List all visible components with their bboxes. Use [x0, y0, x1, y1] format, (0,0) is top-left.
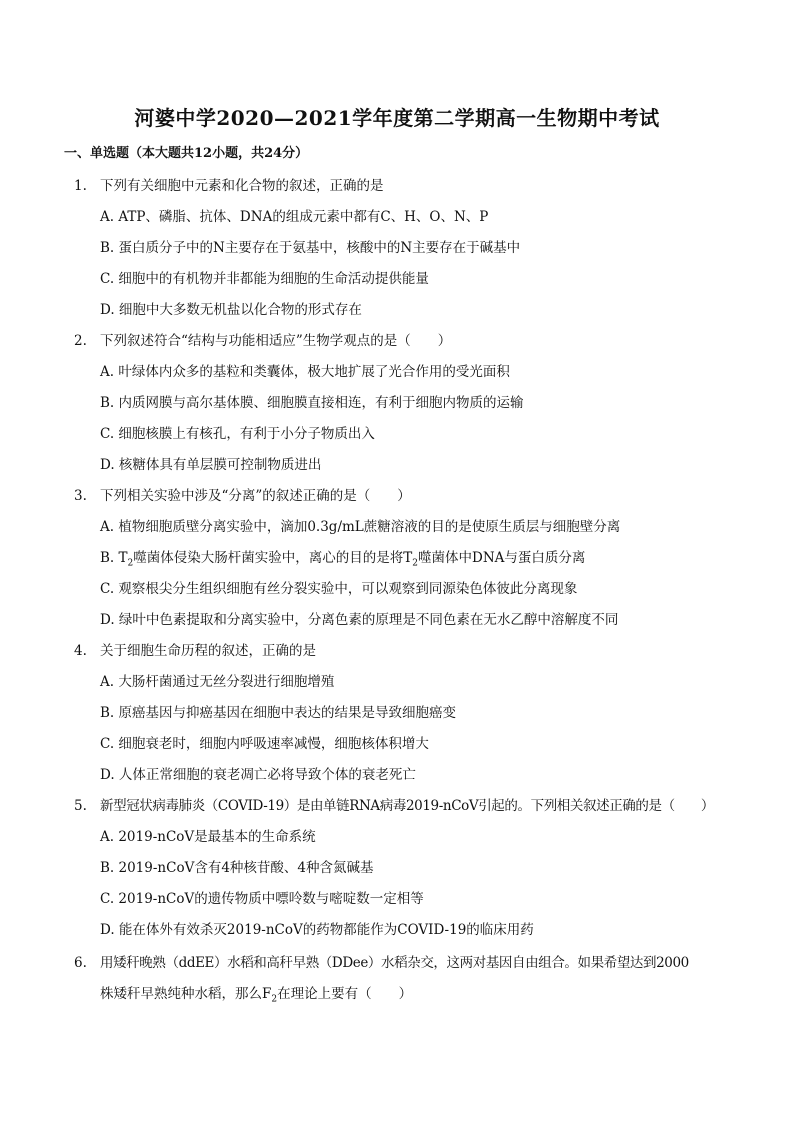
question-number: 5.: [74, 798, 87, 814]
option-5a: A. 2019-nCoV是最基本的生命系统: [100, 829, 316, 845]
option-1a: A. ATP、磷脂、抗体、DNA的组成元素中都有C、H、O、N、P: [100, 209, 489, 225]
question-stem: 用矮秆晚熟（ddEE）水稻和高秆早熟（DDee）水稻杂交，这两对基因自由组合。如果希望达到2000: [100, 955, 689, 971]
option-3a: A. 植物细胞质壁分离实验中，滴加0.3g/mL蔗糖溶液的目的是使原生质层与细胞壁分离: [100, 519, 621, 535]
option-1b: B. 蛋白质分子中的N主要存在于氨基中，核酸中的N主要存在于碱基中: [100, 240, 521, 256]
question-number: 6.: [74, 955, 87, 971]
option-text: 噬菌体侵染大肠杆菌实验中，离心的目的是将T: [133, 550, 413, 566]
question-number: 1.: [74, 178, 87, 194]
option-4c: C. 细胞衰老时，细胞内呼吸速率减慢，细胞核体积增大: [100, 736, 429, 752]
option-5b: B. 2019-nCoV含有4种核苷酸、4种含氮碱基: [100, 860, 374, 876]
option-5d: D. 能在体外有效杀灭2019-nCoV的药物都能作为COVID-19的临床用药: [100, 922, 534, 938]
option-4a: A. 大肠杆菌通过无丝分裂进行细胞增殖: [100, 674, 335, 690]
option-2b: B. 内质网膜与高尔基体膜、细胞膜直接相连，有利于细胞内物质的运输: [100, 395, 524, 411]
question-stem: 新型冠状病毒肺炎（COVID-19）是由单链RNA病毒2019-nCoV引起的。下列相关叙述正确的是（ ）: [100, 798, 715, 814]
option-2a: A. 叶绿体内众多的基粒和类囊体，极大地扩展了光合作用的受光面积: [100, 364, 510, 380]
exam-title: 河婆中学2020—2021学年度第二学期高一生物期中考试: [134, 106, 660, 130]
option-1c: C. 细胞中的有机物并非都能为细胞的生命活动提供能量: [100, 271, 429, 287]
option-3c: C. 观察根尖分生组织细胞有丝分裂实验中，可以观察到同源染色体彼此分离现象: [100, 581, 578, 597]
option-text: B. T: [100, 550, 128, 566]
option-4b: B. 原癌基因与抑癌基因在细胞中表达的结果是导致细胞癌变: [100, 705, 457, 721]
subscript: 2: [271, 994, 278, 1005]
option-1d: D. 细胞中大多数无机盐以化合物的形式存在: [100, 302, 362, 318]
question-number: 2.: [74, 333, 87, 349]
question-stem: 下列叙述符合“结构与功能相适应”生物学观点的是（ ）: [100, 333, 452, 349]
option-3b: [100, 548, 585, 568]
option-2c: C. 细胞核膜上有核孔，有利于小分子物质出入: [100, 426, 375, 442]
question-stem: 下列有关细胞中元素和化合物的叙述，正确的是: [100, 178, 384, 194]
option-text: 噬菌体中DNA与蛋白质分离: [418, 550, 586, 566]
question-text: 在理论上要有（ ）: [277, 986, 413, 1002]
question-text: 株矮秆早熟纯种水稻，那么F: [100, 986, 272, 1002]
question-stem: 下列相关实验中涉及“分离”的叙述正确的是（ ）: [100, 488, 411, 504]
option-2d: D. 核糖体具有单层膜可控制物质进出: [100, 457, 322, 473]
section-heading: 一、单选题（本大题共12小题，共24分）: [64, 146, 309, 161]
question-number: 4.: [74, 643, 87, 659]
option-5c: C. 2019-nCoV的遗传物质中嘌呤数与嘧啶数一定相等: [100, 891, 424, 907]
subscript: 2: [412, 558, 418, 569]
option-3d: D. 绿叶中色素提取和分离实验中，分离色素的原理是不同色素在无水乙醇中溶解度不同: [100, 612, 619, 628]
option-4d: D. 人体正常细胞的衰老凋亡必将导致个体的衰老死亡: [100, 767, 416, 783]
question-stem: 关于细胞生命历程的叙述，正确的是: [100, 643, 316, 659]
question-number: 3.: [74, 488, 87, 504]
subscript: 2: [127, 558, 134, 569]
question-6-continuation: [100, 984, 412, 1004]
